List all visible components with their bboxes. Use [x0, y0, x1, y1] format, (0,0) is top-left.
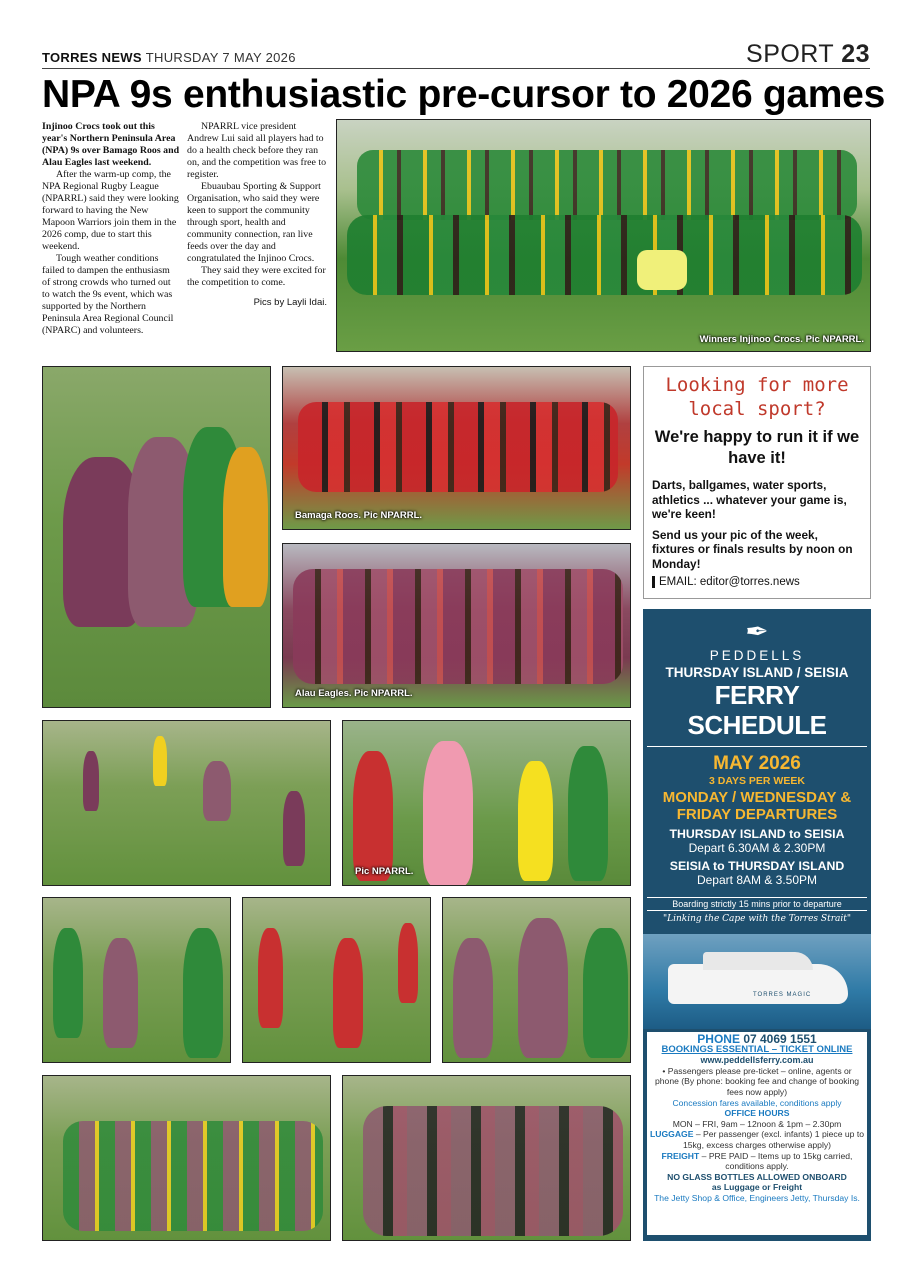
freight-label: FREIGHT: [661, 1150, 700, 1161]
ferry-month: MAY 2026: [713, 753, 801, 774]
article-paragraph: Ebuaubau Sporting & Support Organisation, who said they were keen to support the community through sport, health and community connection, ran live feeds over the day and congratulated the Injinoo Crocs.: [187, 181, 321, 264]
ferry-leg-2-time: Depart 8AM & 3.50PM: [696, 873, 818, 887]
glass-warning: NO GLASS BOTTLES ALLOWED ONBOARD: [667, 1171, 847, 1182]
photo-team-huddle: [342, 1075, 631, 1241]
ferry-website-link[interactable]: www.peddellsferry.com.au: [700, 1055, 814, 1066]
caption-winners: Winners Injinoo Crocs. Pic NPARRL.: [699, 334, 864, 345]
photo-match-action-3: [242, 897, 431, 1063]
masthead: [42, 40, 870, 69]
promo-local-sport: [643, 366, 871, 599]
luggage-label: LUGGAGE: [650, 1129, 694, 1140]
section-label: [746, 40, 870, 69]
headline: NPA 9s enthusiastic pre-cursor to 2026 games: [42, 73, 885, 116]
photo-team-lineup: [42, 1075, 331, 1241]
ferry-route: THURSDAY ISLAND / SEISIA: [665, 665, 849, 680]
ferry-days: 3 DAYS PER WEEK: [709, 775, 805, 787]
freight-text: – PRE PAID – Items up to 15kg carried, conditions apply.: [701, 1150, 853, 1172]
article-paragraph: They said they were excited for the competition to come.: [187, 265, 326, 288]
article-paragraph: Tough weather conditions failed to dampen the enthusiasm of strong crowds who turned out to watch the 9s event, which was supported by the Northern Peninsula Area Regional Council (NPARC) and volunteers.: [42, 253, 174, 336]
article-lead: Injinoo Crocs took out this year's Northern Peninsula Area (NPA) 9s over Bamago Roos and Alau Eagles last weekend.: [42, 121, 180, 168]
article-paragraph: After the warm-up comp, the NPA Regional Rugby League (NPARRL) said they were looking forward to having the New Mapoon Warriors join them in the 2026 comp, due to start this weekend.: [42, 169, 179, 252]
ferry-leg-2: SEISIA to THURSDAY ISLAND: [669, 859, 845, 873]
quill-logo-icon: ✒: [745, 616, 769, 647]
ferry-title: FERRY SCHEDULE: [687, 680, 827, 740]
photo-match-action-2: [42, 897, 231, 1063]
freight-info: [650, 1151, 864, 1172]
promo-email[interactable]: EMAIL: editor@torres.news: [652, 576, 862, 588]
promo-subtitle: We're happy to run it if we have it!: [654, 428, 860, 467]
publication-name: TORRES NEWS: [42, 50, 142, 65]
ferry-boarding-note: Boarding strictly 15 mins prior to departure: [647, 897, 867, 911]
ferry-concession: Concession fares available, conditions apply: [672, 1097, 842, 1108]
photo-winners-injinoo-crocs: [336, 119, 871, 352]
boat-name: TORRES MAGIC: [753, 992, 812, 998]
photo-match-action-4: [442, 897, 631, 1063]
caption-alau: Alau Eagles. Pic NPARRL.: [295, 688, 413, 699]
divider: [647, 746, 867, 747]
ferry-address: The Jetty Shop & Office, Engineers Jetty, Thursday Is.: [654, 1192, 860, 1203]
photo-alau-eagles: [282, 543, 631, 708]
luggage-info: [650, 1129, 864, 1150]
article-paragraph: NPARRL vice president Andrew Lui said all players had to do a health check before they ran on, and the competition was free to register.: [187, 121, 327, 180]
issue-date: THURSDAY 7 MAY 2026: [145, 50, 296, 65]
ferry-departures: MONDAY / WEDNESDAY & FRIDAY DEPARTURES: [662, 789, 852, 823]
office-hours: MON – FRI, 9am – 12noon & 1pm – 2.30pm: [672, 1118, 842, 1129]
ferry-note: • Passengers please pre-ticket – online, agents or phone (By phone: booking fee and change of booking fees now apply): [654, 1065, 860, 1097]
caption-bamaga: Bamaga Roos. Pic NPARRL.: [295, 510, 423, 521]
ferry-phone[interactable]: [650, 1034, 864, 1045]
section-name: SPORT: [746, 40, 834, 68]
promo-body-1: Darts, ballgames, water sports, athletics ... whatever your game is, we're keen!: [652, 478, 847, 521]
page-number: 23: [841, 40, 870, 68]
ferry-brand: PEDDELLS: [709, 648, 805, 663]
promo-title: Looking for more local sport?: [665, 374, 849, 420]
article-column-1: [42, 121, 180, 337]
caption-pic: Pic NPARRL.: [355, 866, 414, 877]
photo-players-embrace: [42, 366, 271, 708]
promo-body-2: Send us your pic of the week, fixtures or finals results by noon on Monday!: [652, 527, 853, 571]
glass-warning-2: as Luggage or Freight: [711, 1182, 803, 1193]
ferry-schedule-ad: [643, 609, 871, 1241]
photo-officials-players: [342, 720, 631, 886]
masthead-left: [42, 50, 296, 65]
photo-bamaga-roos: [282, 366, 631, 530]
article-column-2: [187, 121, 327, 309]
ferry-leg-1-time: Depart 6.30AM & 2.30PM: [688, 841, 826, 855]
ferry-slogan: "Linking the Cape with the Torres Strait": [662, 914, 851, 924]
ferry-boat-image: [643, 934, 871, 1029]
luggage-text: – Per passenger (excl. infants) 1 piece up to 15kg, excess charges otherwise apply): [682, 1129, 864, 1150]
ferry-leg-1: THURSDAY ISLAND to SEISIA: [669, 827, 845, 841]
ferry-bookings-link[interactable]: BOOKINGS ESSENTIAL – TICKET ONLINE: [661, 1043, 853, 1055]
office-hours-label: OFFICE HOURS: [724, 1108, 790, 1119]
phone-number: 07 4069 1551: [743, 1032, 817, 1046]
photo-byline: Pics by Layli Idai.: [253, 297, 327, 308]
phone-label: PHONE: [697, 1032, 740, 1046]
ferry-info-panel: [647, 1032, 867, 1235]
photo-match-action-1: [42, 720, 331, 886]
